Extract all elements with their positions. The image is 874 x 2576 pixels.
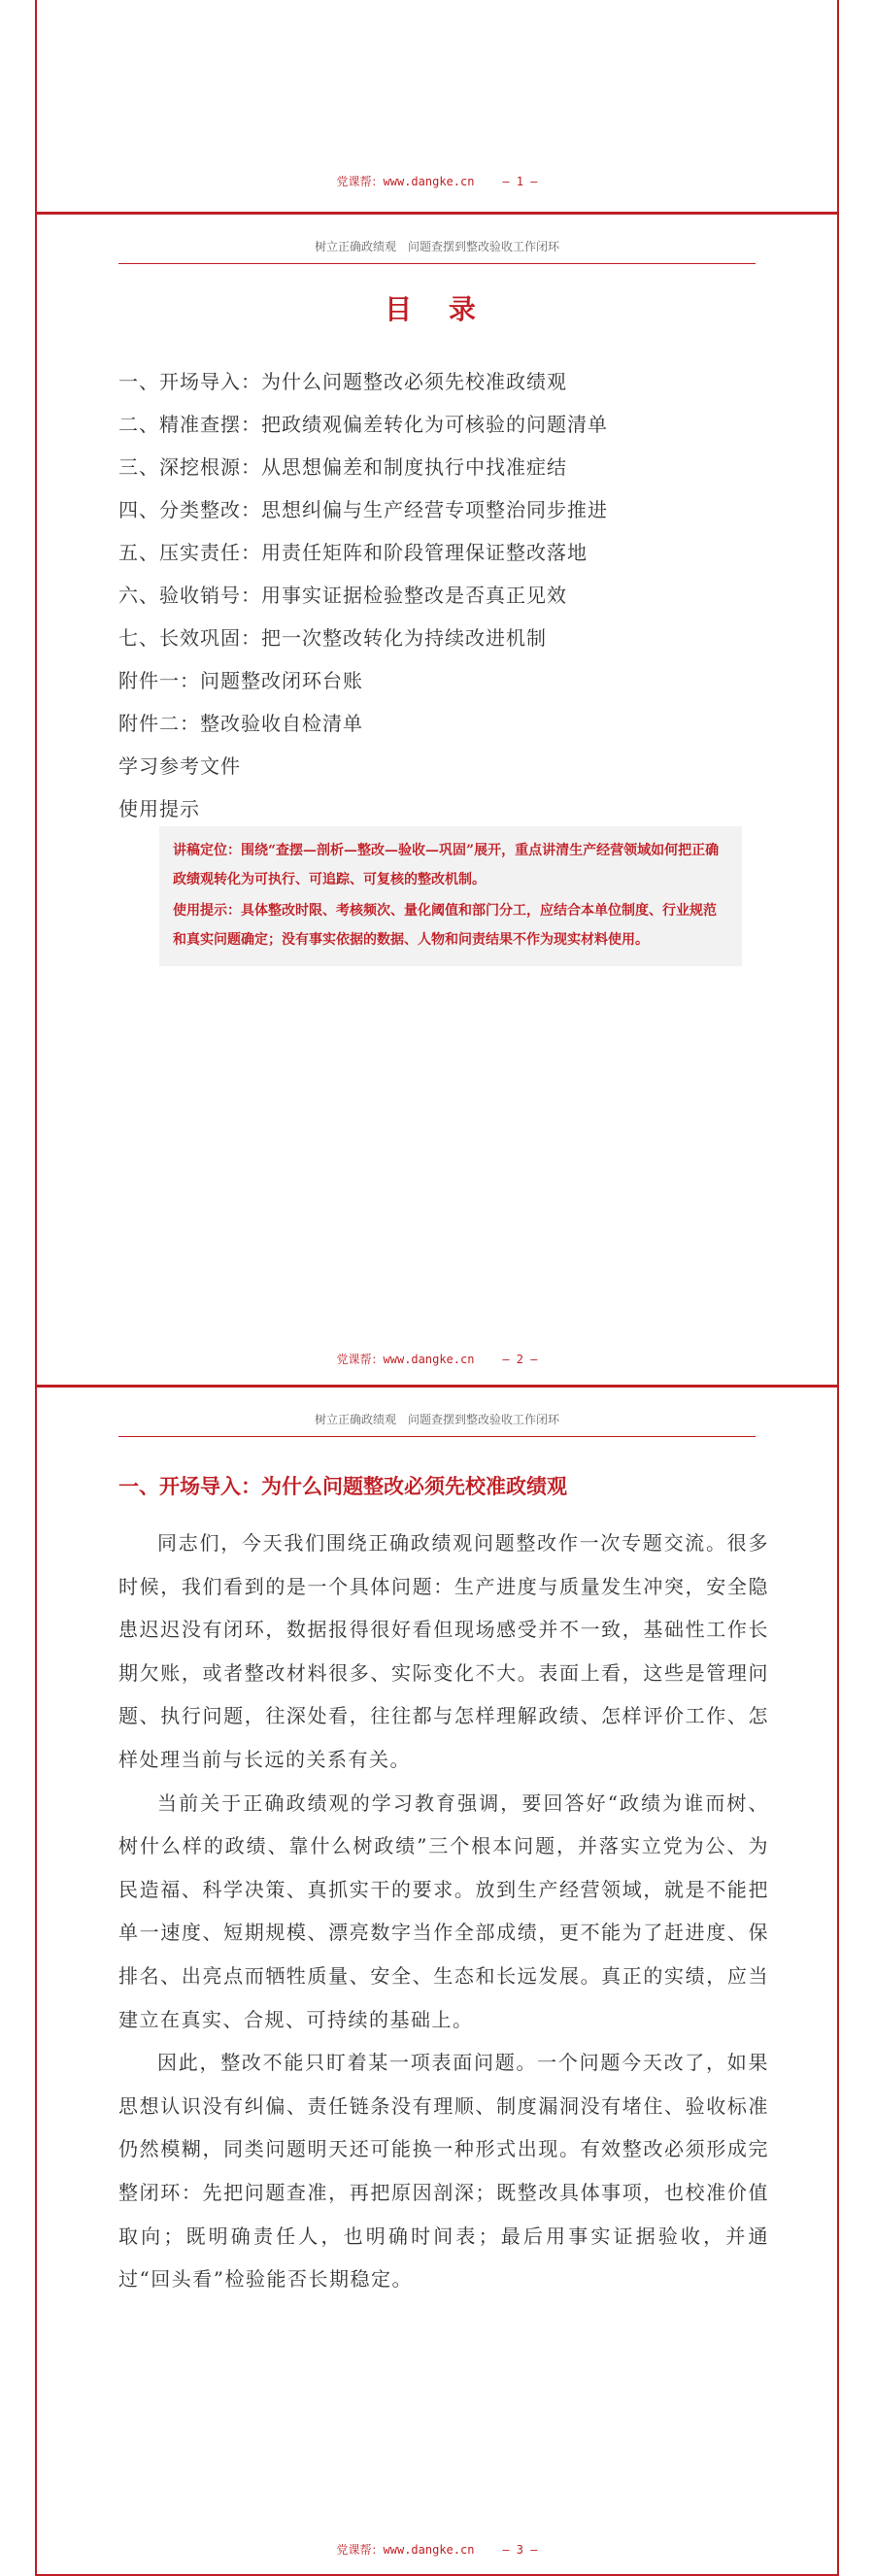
page-footer [37, 173, 837, 189]
page-number: — 1 — [502, 175, 538, 188]
toc-item[interactable]: 学习参考文件 [118, 754, 241, 778]
toc-item[interactable]: 三、深挖根源：从思想偏差和制度执行中找准症结 [118, 455, 567, 479]
body-paragraph: 因此，整改不能只盯着某一项表面问题。一个问题今天改了，如果思想认识没有纠偏、责任链条没有理顺、制度漏洞没有堵住、验收标准仍然模糊，同类问题明天还可能换一种形式出现。有效整改必须形成完整闭环：先把问题查准，再把原因剖深；既整改具体事项，也校准价值取向；既明确责任人，也明确时间表；最后用事实证据验收，并通过“回头看”检验能否长期稳定。 [118, 2051, 769, 2292]
footer-site: 党课帮：www.dangke.cn [336, 2543, 475, 2557]
body-paragraph: 同志们，今天我们围绕正确政绩观问题整改作一次专题交流。很多时候，我们看到的是一个具体问题：生产进度与质量发生冲突，安全隐患迟迟没有闭环，数据报得很好看但现场感受并不一致，基础性工作长期欠账，或者整改材料很多、实际变化不大。表面上看，这些是管理问题、执行问题，往深处看，往往都与怎样理解政绩、怎样评价工作、怎样处理当前与长远的关系有关。 [118, 1531, 769, 1771]
toc-item[interactable]: 附件一：问题整改闭环台账 [118, 669, 363, 692]
toc-item[interactable]: 七、长效巩固：把一次整改转化为持续改进机制 [118, 626, 547, 650]
toc-item[interactable]: 四、分类整改：思想纠偏与生产经营专项整治同步推进 [118, 498, 608, 521]
toc-item[interactable]: 一、开场导入：为什么问题整改必须先校准政绩观 [118, 370, 567, 393]
footer-site: 党课帮：www.dangke.cn [336, 1353, 475, 1366]
footer-site: 党课帮：www.dangke.cn [336, 175, 475, 188]
toc-title: 目 录 [385, 293, 489, 325]
page-footer [37, 1351, 837, 1367]
page-number: — 3 — [502, 2543, 538, 2557]
page-3 [35, 1385, 839, 2576]
toc-item[interactable]: 二、精准查摆：把政绩观偏差转化为可核验的问题清单 [118, 413, 608, 436]
toc-item[interactable]: 附件二：整改验收自检清单 [118, 712, 363, 735]
notice-box [159, 826, 742, 966]
toc-item[interactable]: 使用提示 [118, 797, 200, 820]
section-body [118, 1522, 769, 2301]
page-2 [35, 212, 839, 1385]
page-footer [37, 2541, 837, 2558]
notice-positioning: 讲稿定位：围绕“查摆—剖析—整改—验收—巩固”展开，重点讲清生产经营领域如何把正确政绩观转化为可执行、可追踪、可复核的整改机制。 [173, 843, 720, 887]
body-paragraph: 当前关于正确政绩观的学习教育强调，要回答好“政绩为谁而树、树什么样的政绩、靠什么树政绩”三个根本问题，并落实立党为公、为民造福、科学决策、真抓实干的要求。放到生产经营领域，就是不能把单一速度、短期规模、漂亮数字当作全部成绩，更不能为了赶进度、保排名、出亮点而牺牲质量、安全、生态和长远发展。真正的实绩，应当建立在真实、合规、可持续的基础上。 [118, 1790, 769, 2031]
notice-usage: 使用提示：具体整改时限、考核频次、量化阈值和部门分工，应结合本单位制度、行业规范和真实问题确定；没有事实依据的数据、人物和问责结果不作为现实材料使用。 [173, 903, 717, 948]
section-heading: 一、开场导入：为什么问题整改必须先校准政绩观 [118, 1475, 567, 1498]
toc-item[interactable]: 六、验收销号：用事实证据检验整改是否真正见效 [118, 584, 567, 607]
page-number: — 2 — [502, 1353, 538, 1366]
running-head: 树立正确政绩观 问题查摆到整改验收工作闭环 [118, 234, 756, 264]
toc-list [118, 360, 779, 830]
toc-item[interactable]: 五、压实责任：用责任矩阵和阶段管理保证整改落地 [118, 541, 588, 564]
page-1 [35, 0, 839, 212]
running-head: 树立正确政绩观 问题查摆到整改验收工作闭环 [118, 1407, 756, 1437]
